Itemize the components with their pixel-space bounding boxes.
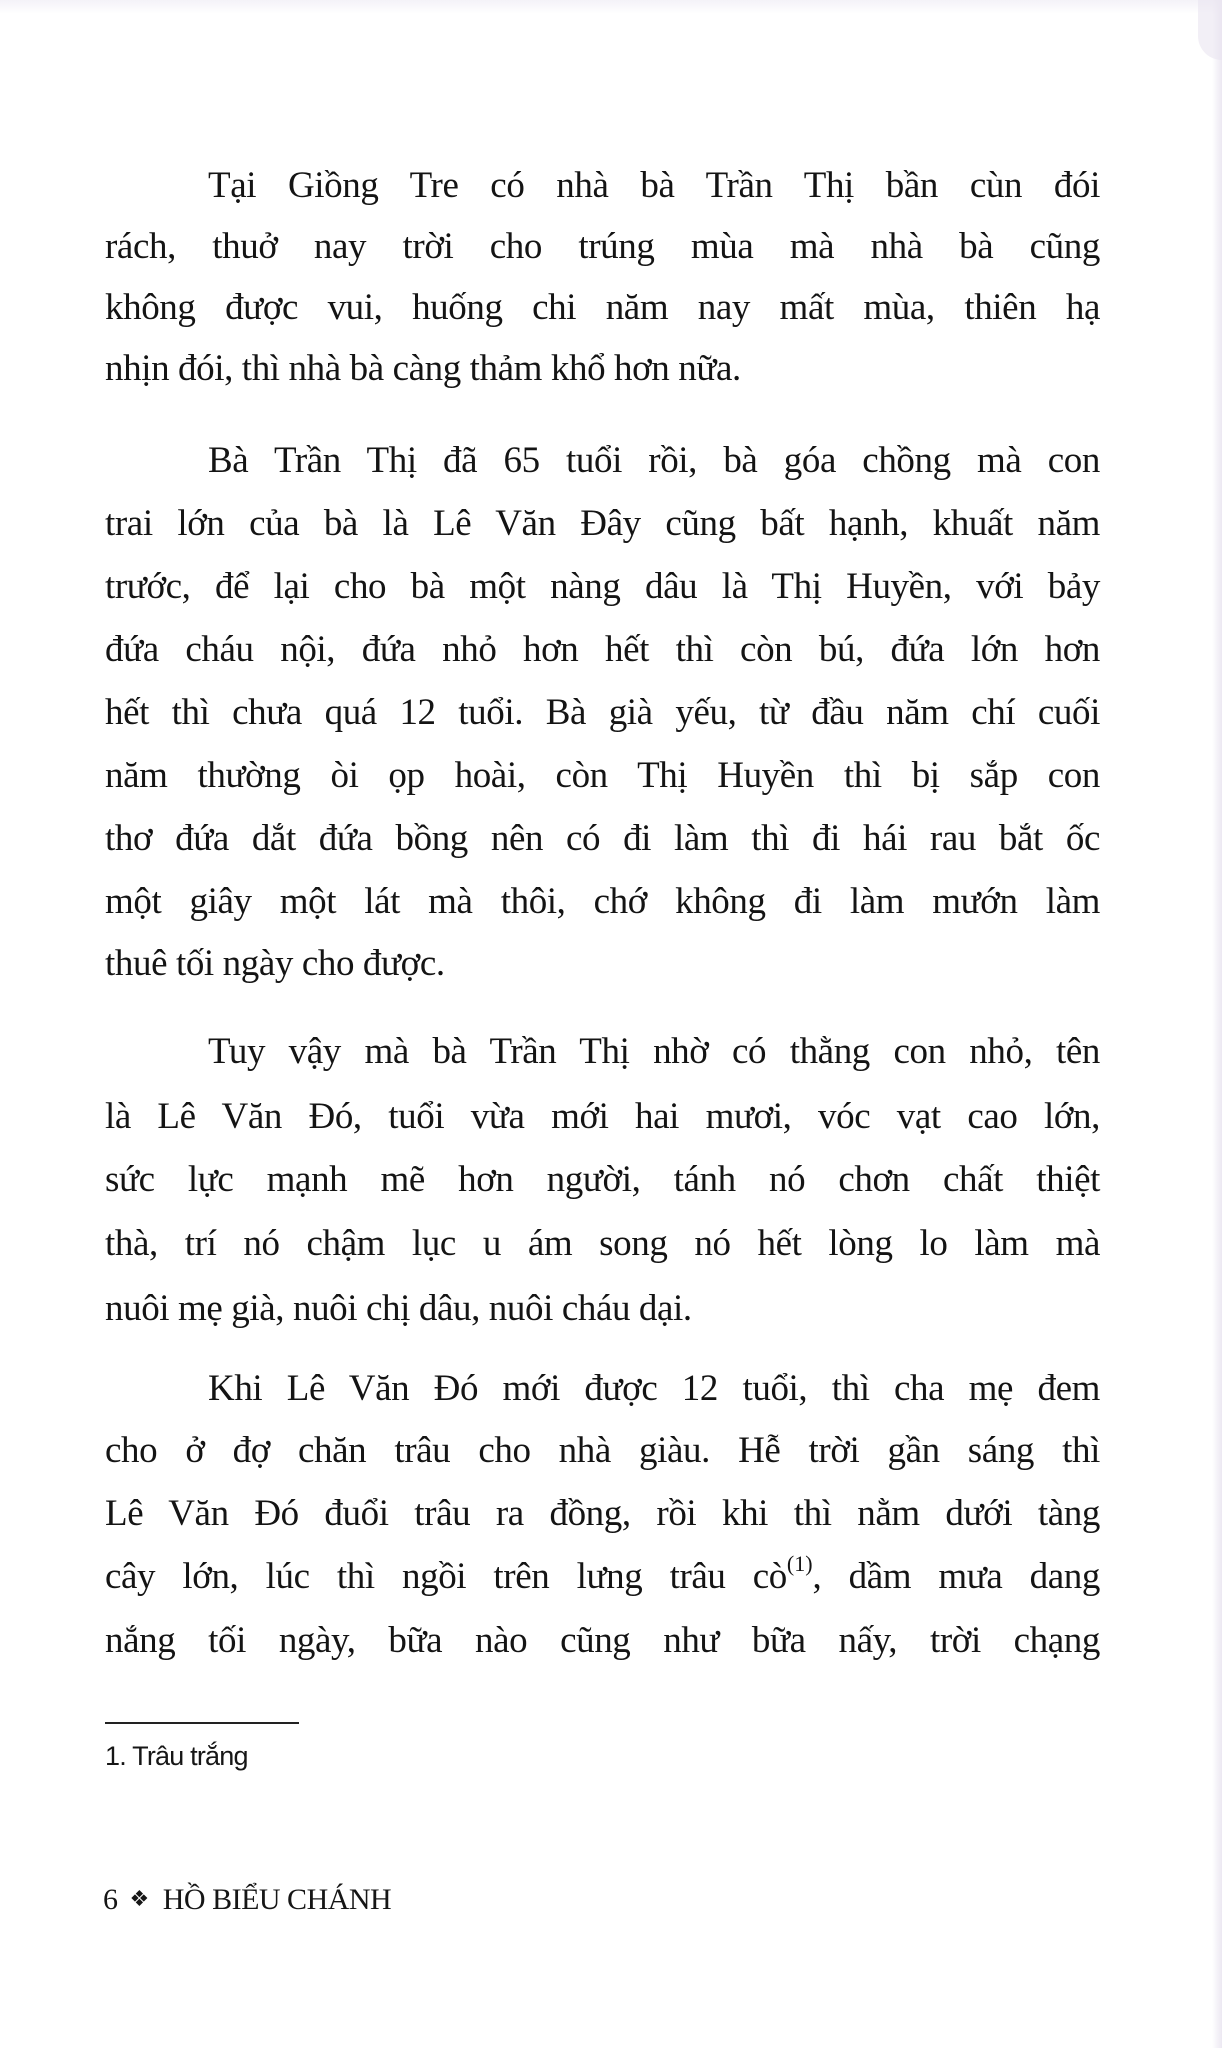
text-segment: , dầm mưa dang xyxy=(812,1556,1101,1597)
text-line: thuê tối ngày cho được. xyxy=(105,943,445,984)
text-line: nhịn đói, thì nhà bà càng thảm khổ hơn nữa. xyxy=(105,348,741,389)
text-line: Khi Lê Văn Đó mới được 12 tuổi, thì cha mẹ đem xyxy=(208,1368,1100,1409)
author-name: HỒ BIỂU CHÁNH xyxy=(162,1883,392,1916)
text-segment: cây lớn, lúc thì ngồi trên lưng trâu cò xyxy=(105,1556,787,1597)
text-line: sức lực mạnh mẽ hơn người, tánh nó chơn chất thiệt xyxy=(105,1159,1100,1200)
text-line: không được vui, huống chi năm nay mất mùa, thiên hạ xyxy=(105,287,1100,328)
text-line: hết thì chưa quá 12 tuổi. Bà già yếu, từ đầu năm chí cuối xyxy=(105,692,1100,733)
footnote-reference-link[interactable]: (1) xyxy=(786,1550,813,1576)
text-line: nắng tối ngày, bữa nào cũng như bữa nấy, trời chạng xyxy=(105,1620,1100,1661)
scan-top-shadow xyxy=(0,0,1222,14)
footnote-separator xyxy=(105,1722,299,1724)
footnote-1: 1. Trâu trắng xyxy=(105,1741,248,1771)
text-line: đứa cháu nội, đứa nhỏ hơn hết thì còn bú, đứa lớn hơn xyxy=(105,629,1100,670)
page-right-edge xyxy=(1212,0,1222,2048)
text-line: thà, trí nó chậm lục u ám song nó hết lòng lo làm mà xyxy=(105,1223,1100,1264)
text-line: cho ở đợ chăn trâu cho nhà giàu. Hễ trời gần sáng thì xyxy=(105,1430,1100,1471)
text-line: năm thường òi ọp hoài, còn Thị Huyền thì bị sắp con xyxy=(105,755,1100,796)
page-number: 6 xyxy=(103,1883,118,1916)
diamond-ornament-icon: ❖ xyxy=(129,1886,149,1911)
text-line: một giây một lát mà thôi, chớ không đi làm mướn làm xyxy=(105,881,1100,922)
running-footer xyxy=(103,1880,391,1922)
text-line: trai lớn của bà là Lê Văn Đây cũng bất hạnh, khuất năm xyxy=(105,503,1100,544)
text-line: Lê Văn Đó đuổi trâu ra đồng, rồi khi thì nằm dưới tàng xyxy=(105,1493,1100,1534)
text-line: Bà Trần Thị đã 65 tuổi rồi, bà góa chồng mà con xyxy=(208,440,1100,481)
text-line: nuôi mẹ già, nuôi chị dâu, nuôi cháu dại. xyxy=(105,1288,692,1329)
text-line: là Lê Văn Đó, tuổi vừa mới hai mươi, vóc vạt cao lớn, xyxy=(105,1096,1100,1137)
text-line: trước, để lại cho bà một nàng dâu là Thị Huyền, với bảy xyxy=(105,566,1100,607)
text-line: Tại Giồng Tre có nhà bà Trần Thị bần cùn đói xyxy=(208,165,1100,206)
text-line: rách, thuở nay trời cho trúng mùa mà nhà bà cũng xyxy=(105,226,1100,267)
text-line-with-footnote-ref xyxy=(105,1546,1100,1608)
page-corner-shadow xyxy=(1198,0,1222,60)
text-line: thơ đứa dắt đứa bồng nên có đi làm thì đi hái rau bắt ốc xyxy=(105,818,1100,859)
text-line: Tuy vậy mà bà Trần Thị nhờ có thằng con nhỏ, tên xyxy=(208,1031,1100,1072)
